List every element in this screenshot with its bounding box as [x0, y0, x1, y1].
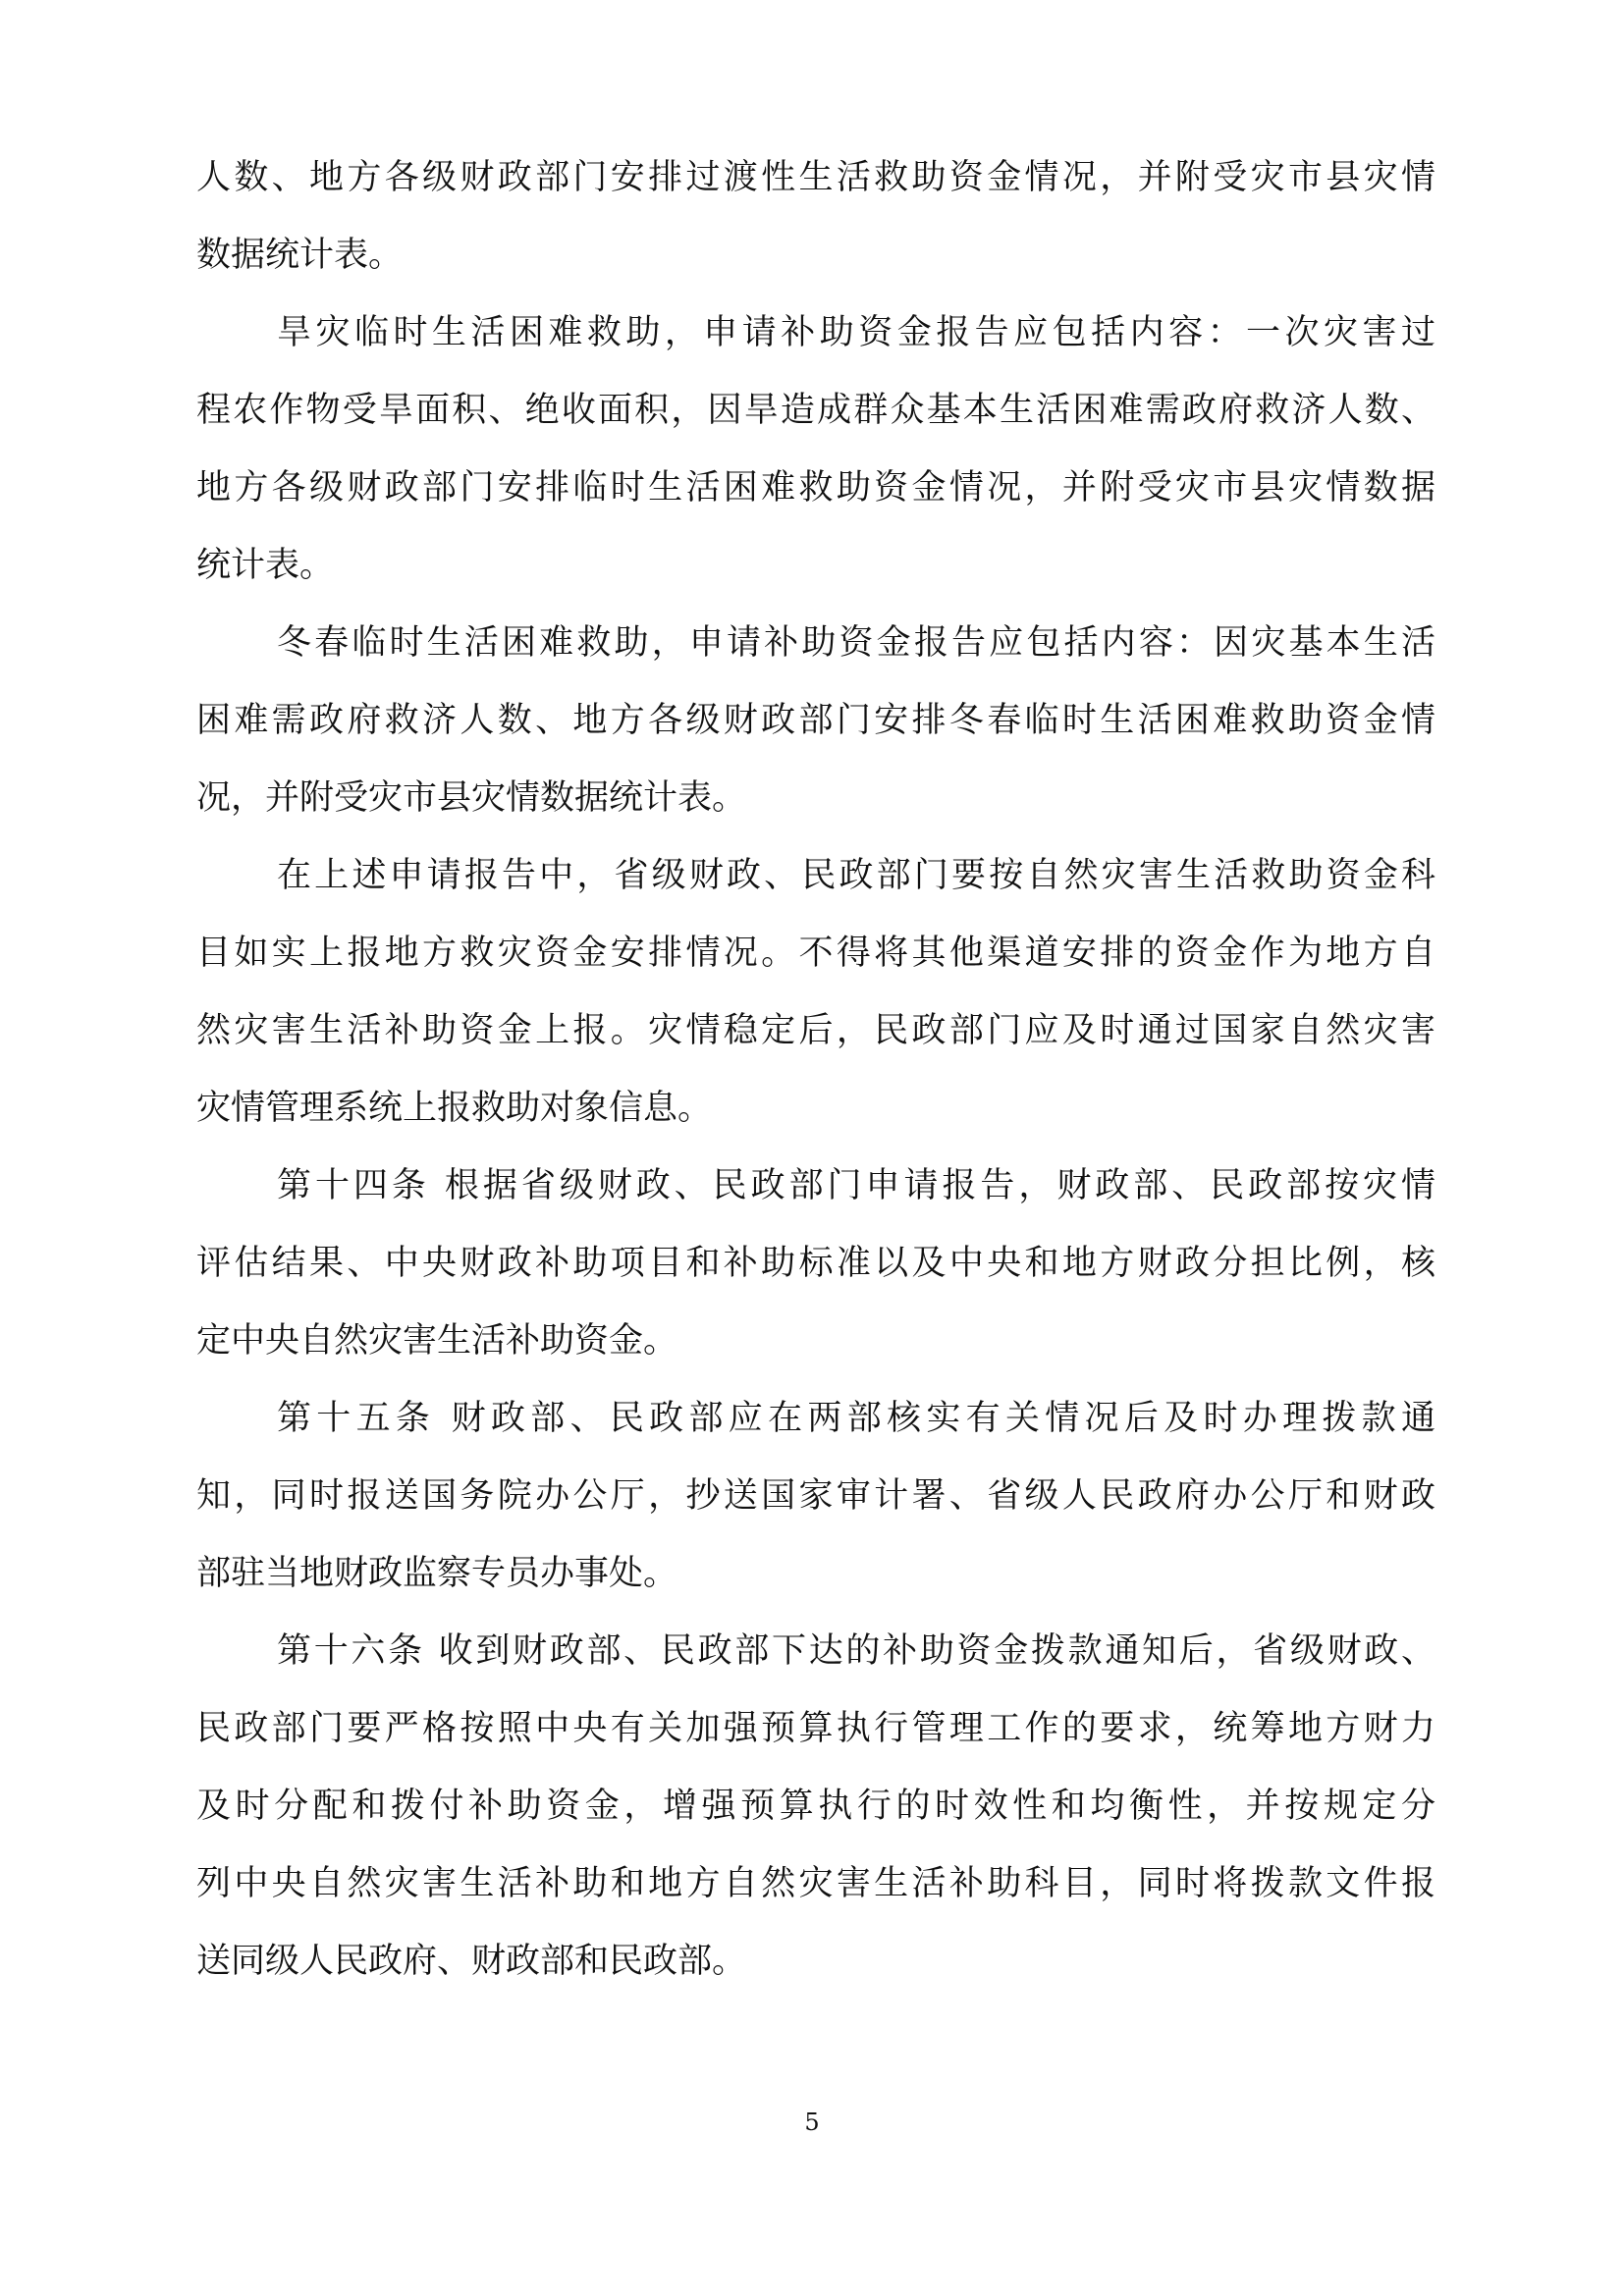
article-16-line-4: 列中央自然灾害生活补助和地方自然灾害生活补助科目，同时将拨款文件报: [196, 1864, 1435, 1903]
paragraph-1-line-1: 人数、地方各级财政部门安排过渡性生活救助资金情况，并附受灾市县灾情: [196, 158, 1435, 197]
paragraph-4-line-3: 然灾害生活补助资金上报。灾情稳定后，民政部门应及时通过国家自然灾害: [196, 1011, 1435, 1050]
article-14-line-2: 评估结果、中央财政补助项目和补助标准以及中央和地方财政分担比例，核: [196, 1244, 1435, 1283]
paragraph-2-line-2: 程农作物受旱面积、绝收面积，因旱造成群众基本生活困难需政府救济人数、: [196, 391, 1435, 430]
article-16-line-2: 民政部门要严格按照中央有关加强预算执行管理工作的要求，统筹地方财力: [196, 1709, 1435, 1748]
paragraph-2-line-4: 统计表。: [196, 546, 335, 585]
paragraph-4-line-1: 在上述申请报告中，省级财政、民政部门要按自然灾害生活救助资金科: [277, 856, 1435, 895]
article-16-line-3: 及时分配和拨付补助资金，增强预算执行的时效性和均衡性，并按规定分: [196, 1787, 1435, 1826]
page-number: 5: [804, 2109, 820, 2136]
article-15-line-2: 知，同时报送国务院办公厅，抄送国家审计署、省级人民政府办公厅和财政: [196, 1476, 1435, 1516]
paragraph-1-line-2: 数据统计表。: [196, 236, 404, 275]
paragraph-4-line-4: 灾情管理系统上报救助对象信息。: [196, 1089, 713, 1128]
article-15-line-1: 第十五条 财政部、民政部应在两部核实有关情况后及时办理拨款通: [277, 1399, 1435, 1438]
article-14-line-3: 定中央自然灾害生活补助资金。: [196, 1321, 678, 1361]
paragraph-2-line-1: 旱灾临时生活困难救助，申请补助资金报告应包括内容：一次灾害过: [277, 313, 1435, 352]
article-14-line-1: 第十四条 根据省级财政、民政部门申请报告，财政部、民政部按灾情: [277, 1166, 1435, 1205]
article-15-line-3: 部驻当地财政监察专员办事处。: [196, 1554, 678, 1593]
article-16-line-5: 送同级人民政府、财政部和民政部。: [196, 1942, 747, 1981]
article-16-line-1: 第十六条 收到财政部、民政部下达的补助资金拨款通知后，省级财政、: [277, 1631, 1435, 1671]
paragraph-3-line-2: 困难需政府救济人数、地方各级财政部门安排冬春临时生活困难救助资金情: [196, 701, 1435, 740]
paragraph-3-line-1: 冬春临时生活困难救助，申请补助资金报告应包括内容：因灾基本生活: [277, 623, 1435, 663]
paragraph-2-line-3: 地方各级财政部门安排临时生活困难救助资金情况，并附受灾市县灾情数据: [196, 468, 1435, 507]
paragraph-3-line-3: 况，并附受灾市县灾情数据统计表。: [196, 778, 747, 818]
document-body: [196, 155, 1435, 1984]
paragraph-4-line-2: 目如实上报地方救灾资金安排情况。不得将其他渠道安排的资金作为地方自: [196, 934, 1435, 973]
